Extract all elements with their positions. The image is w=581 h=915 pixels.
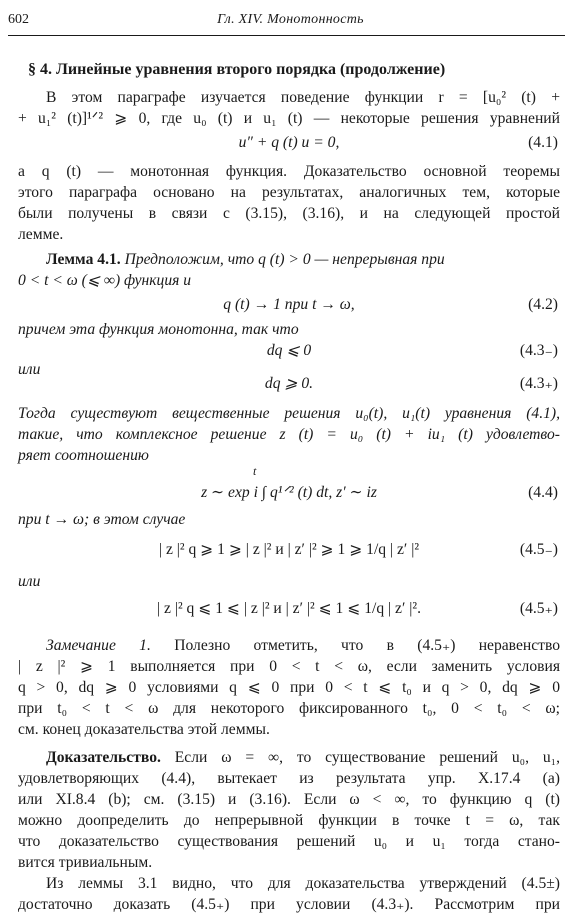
proof-line: можно доопределить до непрерывной функции в точке t = ω, так <box>18 812 560 829</box>
equation-number: (4.5₊) <box>519 600 558 617</box>
lemma-heading-line <box>46 250 560 270</box>
lemma-line: при t → ω; в этом случае <box>18 511 186 528</box>
lemma-line: 0 < t < ω (⩽ ∞) функция и <box>18 272 192 289</box>
equation-body: dq ⩽ 0 <box>266 342 312 359</box>
proof-line: вится тривиальным. <box>18 854 153 871</box>
remark-line: при t₀ < t < ω для некоторого фиксированного t₀, 0 < t₀ < ω; <box>18 700 560 717</box>
equation-number: (4.3₊) <box>519 375 558 392</box>
proof-label: Доказательство. <box>46 749 161 766</box>
remark-text: Полезно отметить, что в (4.5₊) неравенство <box>150 637 561 654</box>
equation-number: (4.2) <box>528 296 558 313</box>
equation-number: (4.5₋) <box>519 541 558 558</box>
paragraph-line: В этом параграфе изучается поведение функции r = [u₀² (t) + <box>46 89 560 106</box>
paragraph-line: достаточно доказать (4.5₊) при условии (4.3₊). Рассмотрим при <box>18 896 560 913</box>
equation-body: z ∼ exp i ∫ q¹ᐟ² (t) dt, z′ ∼ iz <box>201 484 377 501</box>
lemma-label: Лемма 4.1. <box>46 251 121 268</box>
proof-line: или XI.8.4 (b); см. (3.15) и (3.16). Если ω < ∞, то функцию q (t) <box>18 791 560 808</box>
equation-body: q (t) → 1 при t → ω, <box>223 296 355 313</box>
equation-body: dq ⩾ 0. <box>264 375 314 392</box>
page-number: 602 <box>8 12 29 27</box>
equation-number: (4.3₋) <box>519 342 558 359</box>
lemma-line: Тогда существуют вещественные решения u₀(t), u₁(t) уравнения (4.1), <box>18 405 560 422</box>
equation-body: | z |² q ⩽ 1 ⩽ | z |² и | z′ |² ⩽ 1 ⩽ 1/q | z′ |². <box>157 600 421 617</box>
lemma-line: такие, что комплексное решение z (t) = u₀ (t) + iu₁ (t) удовлетво- <box>18 426 560 443</box>
equation-body: | z |² q ⩾ 1 ⩾ | z |² и | z′ |² ⩾ 1 ⩾ 1/q | z′ |² <box>158 541 420 558</box>
or-word: или <box>18 361 41 378</box>
or-word: или <box>18 573 41 590</box>
paragraph-line: + u₁² (t)]¹ᐟ² ⩾ 0, где u₀ (t) и u₁ (t) — некоторые решения уравнений <box>18 110 560 127</box>
integral-upper-limit: t <box>253 464 257 478</box>
proof-text: Если ω = ∞, то существование решений u₀, u₁, <box>160 749 560 766</box>
remark-label: Замечание 1. <box>46 637 151 654</box>
header-rule <box>8 35 565 36</box>
proof-heading-line <box>46 748 560 768</box>
paragraph-line: были получены в связи с (3.15), (3.16), и на следующей простой <box>18 205 560 222</box>
paragraph-line: этого параграфа основано на результатах, аналогичных тем, которые <box>18 184 560 201</box>
lemma-line: ряет соотношению <box>18 447 149 464</box>
section-title: § 4. Линейные уравнения второго порядка (продолжение) <box>28 61 446 78</box>
equation-number: (4.4) <box>528 484 558 501</box>
remark-line: | z |² ⩾ 1 выполняется при 0 < t < ω, если заменить условия <box>18 658 560 675</box>
proof-line: что доказательство существования решений u₀ и u₁ тогда стано- <box>18 833 560 850</box>
equation-number: (4.1) <box>528 134 558 151</box>
running-title: Гл. XIV. Монотонность <box>217 12 364 27</box>
lemma-text: Предположим, что q (t) > 0 — непрерывная при <box>120 251 445 268</box>
paragraph-line: лемме. <box>18 226 64 243</box>
remark-line: q > 0, dq ⩾ 0 условиями q ⩽ 0 при 0 < t ⩽ t₀ и q > 0, dq ⩾ 0 <box>18 679 560 696</box>
paragraph-line: Из леммы 3.1 видно, что для доказательства утверждений (4.5±) <box>46 875 560 892</box>
remark-line: см. конец доказательства этой леммы. <box>18 721 270 738</box>
paragraph-line: а q (t) — монотонная функция. Доказательство основной теоремы <box>18 163 560 180</box>
remark-heading-line <box>46 636 560 656</box>
proof-line: удовлетворяющих (4.4), вытекает из результата упр. X.17.4 (a) <box>18 770 560 787</box>
equation-body: u″ + q (t) u = 0, <box>238 134 340 151</box>
lemma-line: причем эта функция монотонна, так что <box>18 321 299 338</box>
